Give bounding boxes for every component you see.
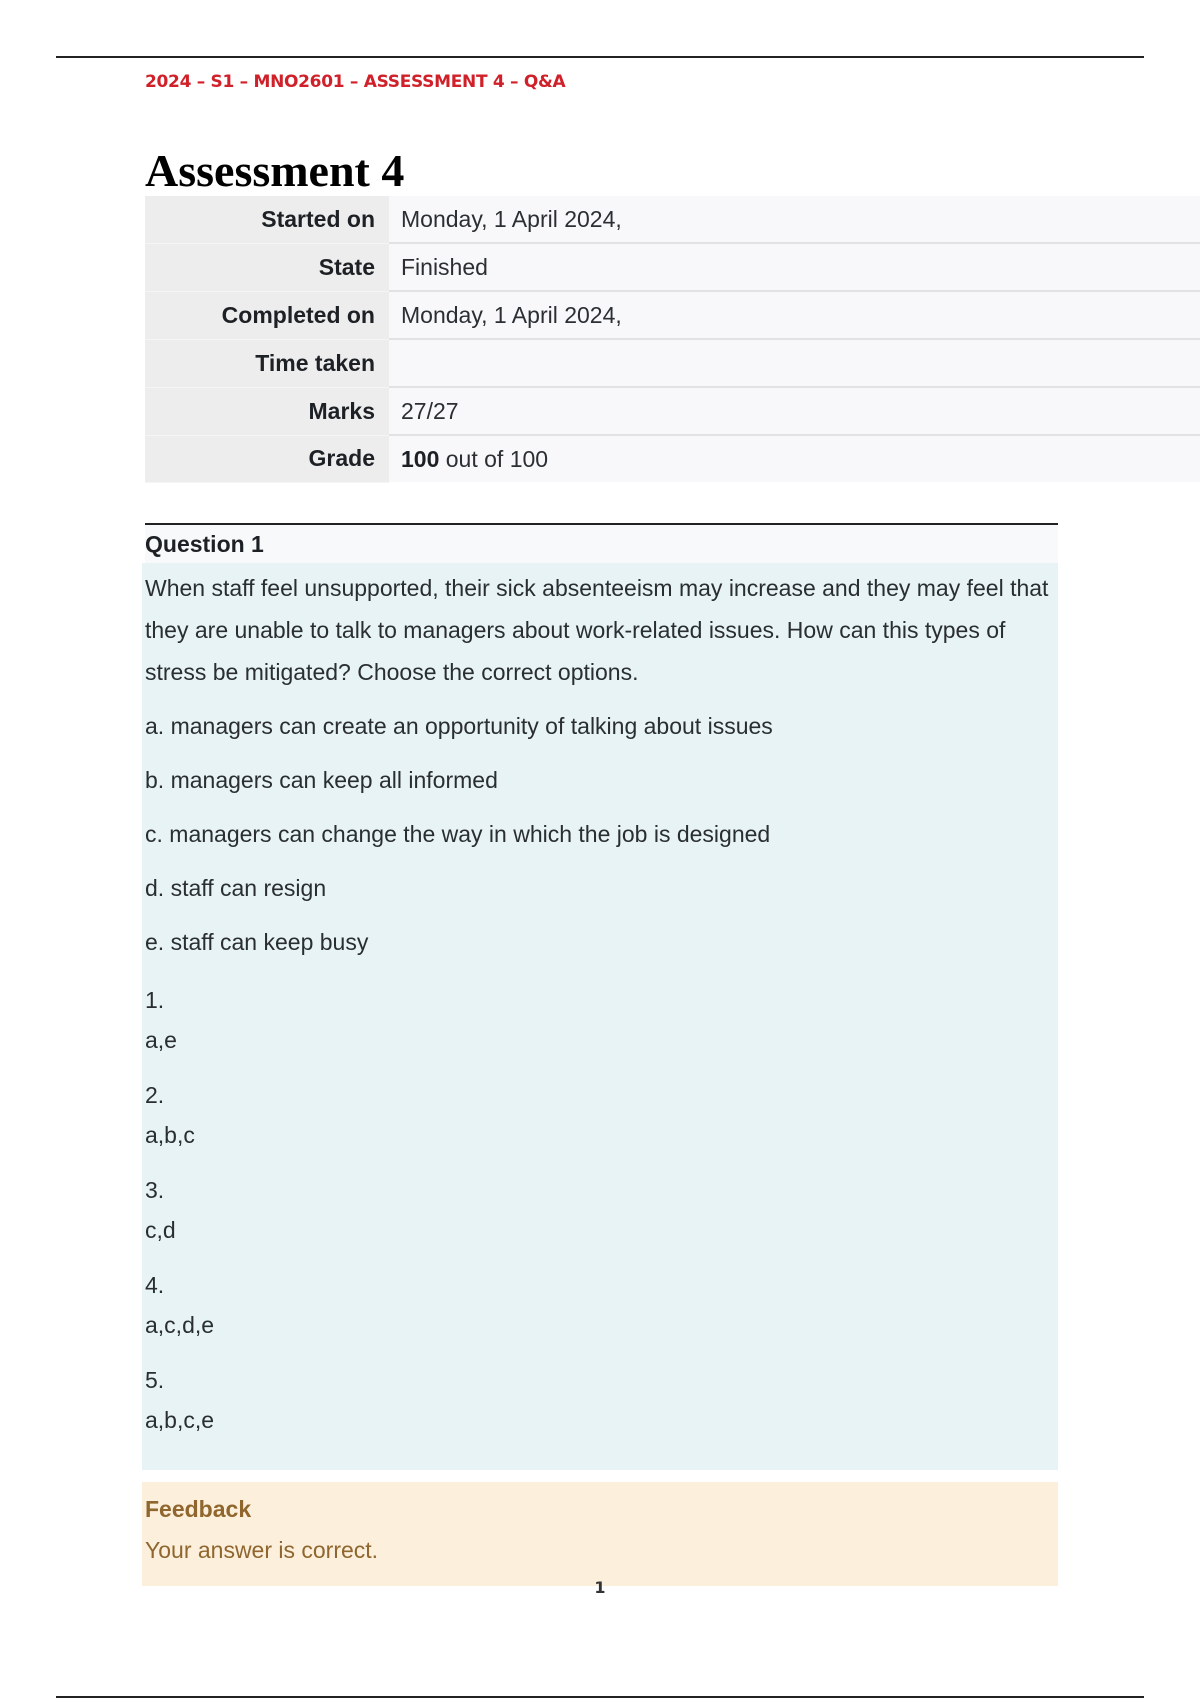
question-text: When staff feel unsupported, their sick absenteeism may increase and they may feel that they are unable to talk to managers about work-related issues. How can this types of stress be mitigated? Choose the correct options. bbox=[145, 575, 1049, 685]
option-item: b. managers can keep all informed bbox=[145, 767, 498, 793]
summary-row-marks bbox=[145, 387, 1200, 435]
question-heading: Question 1 bbox=[145, 523, 1058, 563]
summary-row-completed bbox=[145, 291, 1200, 339]
summary-value: Monday, 1 April 2024, bbox=[389, 291, 1200, 339]
option-item: e. staff can keep busy bbox=[145, 929, 369, 955]
answer-choice[interactable] bbox=[145, 1359, 1058, 1454]
summary-label: Marks bbox=[145, 387, 389, 435]
page-number: 1 bbox=[594, 1578, 606, 1597]
feedback-box bbox=[142, 1482, 1058, 1586]
choice-answer: a,b,c bbox=[145, 1122, 195, 1148]
choice-number: 2. bbox=[145, 1082, 165, 1108]
feedback-text: Your answer is correct. bbox=[145, 1537, 379, 1563]
answer-choice[interactable] bbox=[145, 979, 1058, 1074]
question-content bbox=[142, 563, 1058, 1470]
question-block bbox=[145, 523, 1058, 1586]
option-item: a. managers can create an opportunity of talking about issues bbox=[145, 713, 773, 739]
choice-answer: c,d bbox=[145, 1217, 176, 1243]
summary-row-started bbox=[145, 196, 1200, 243]
grade-out-of: out of 100 bbox=[439, 445, 549, 472]
choice-answer: a,b,c,e bbox=[145, 1407, 215, 1433]
choice-number: 1. bbox=[145, 987, 165, 1013]
summary-label: Started on bbox=[145, 196, 389, 243]
summary-label: State bbox=[145, 243, 389, 291]
choice-number: 5. bbox=[145, 1367, 165, 1393]
choice-number: 3. bbox=[145, 1177, 165, 1203]
summary-row-time-taken bbox=[145, 339, 1200, 387]
answer-choice[interactable] bbox=[145, 1264, 1058, 1359]
answer-choice[interactable] bbox=[145, 1169, 1058, 1264]
answer-choice-list bbox=[145, 979, 1058, 1454]
choice-answer: a,c,d,e bbox=[145, 1312, 215, 1338]
answer-choice[interactable] bbox=[145, 1074, 1058, 1169]
page-title: Assessment 4 bbox=[145, 145, 405, 196]
choice-number: 4. bbox=[145, 1272, 165, 1298]
summary-row-grade bbox=[145, 435, 1200, 482]
summary-label: Time taken bbox=[145, 339, 389, 387]
option-item: d. staff can resign bbox=[145, 875, 327, 901]
choice-answer: a,e bbox=[145, 1027, 177, 1053]
summary-value: Monday, 1 April 2024, bbox=[389, 196, 1200, 243]
summary-value: 27/27 bbox=[389, 387, 1200, 435]
summary-row-state bbox=[145, 243, 1200, 291]
summary-label: Completed on bbox=[145, 291, 389, 339]
bottom-rule bbox=[56, 1696, 1144, 1698]
summary-value bbox=[389, 339, 1200, 387]
top-rule bbox=[56, 56, 1144, 58]
summary-label: Grade bbox=[145, 435, 389, 482]
attempt-summary-table bbox=[145, 196, 1200, 483]
document-header: 2024 – S1 – MNO2601 – ASSESSMENT 4 – Q&A bbox=[145, 72, 566, 92]
summary-value bbox=[389, 435, 1200, 482]
grade-score: 100 bbox=[401, 445, 440, 472]
summary-value: Finished bbox=[389, 243, 1200, 291]
feedback-title: Feedback bbox=[145, 1496, 252, 1522]
option-item: c. managers can change the way in which the job is designed bbox=[145, 821, 771, 847]
option-list bbox=[145, 699, 1058, 969]
